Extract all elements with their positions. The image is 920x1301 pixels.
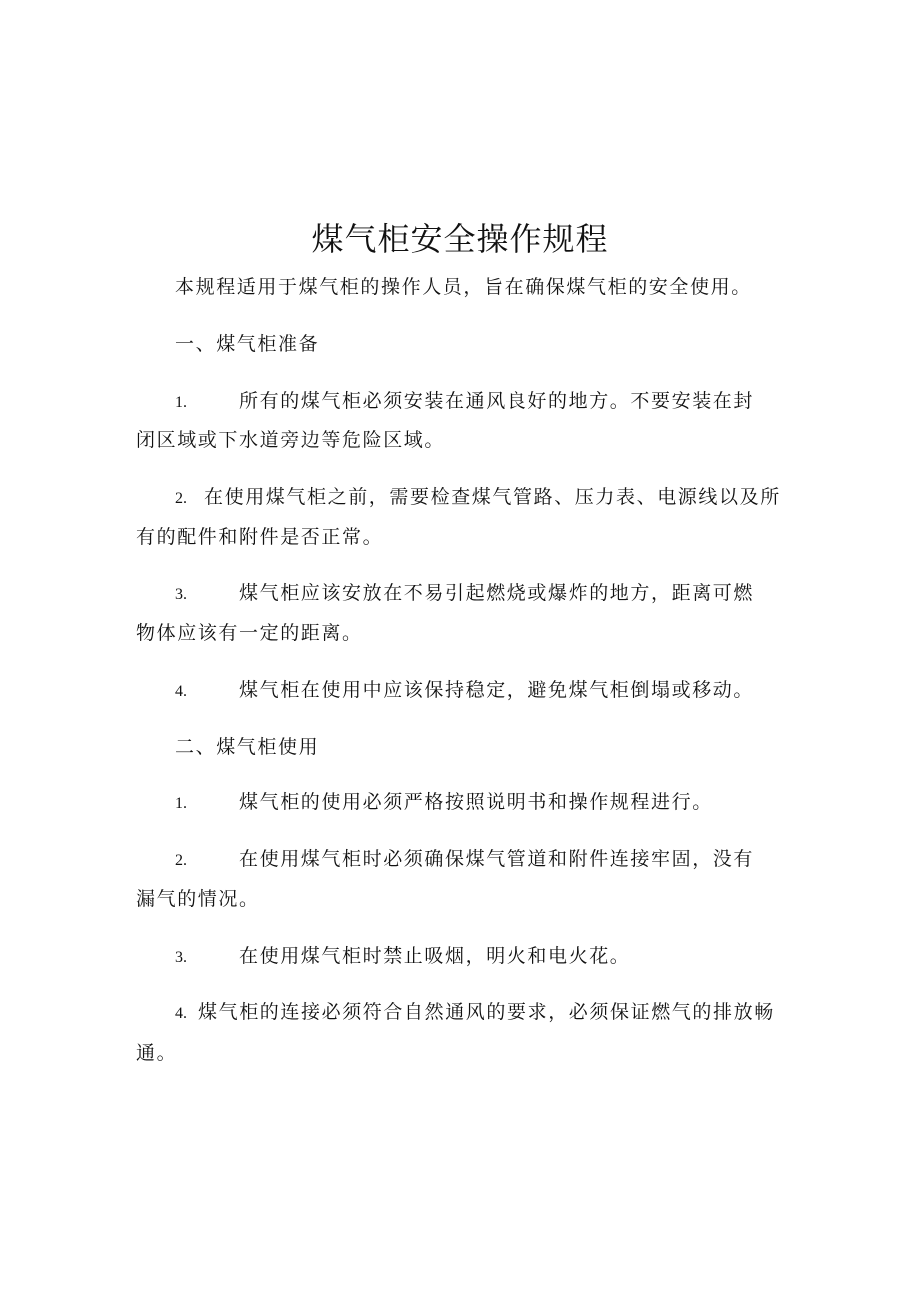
item-number: 3. xyxy=(175,586,187,603)
item-text-line1: 煤气柜的使用必须严格按照说明书和操作规程进行。 xyxy=(239,791,713,813)
item-text-line1: 所有的煤气柜必须安装在通风良好的地方。不要安装在封 xyxy=(239,390,755,412)
item-number: 4. xyxy=(175,683,187,700)
item-text-line1: 煤气柜在使用中应该保持稳定，避免煤气柜倒塌或移动。 xyxy=(239,679,755,701)
intro-text: 本规程适用于煤气柜的操作人员，旨在确保煤气柜的安全使用。 xyxy=(175,276,752,298)
item-number: 1. xyxy=(175,394,187,411)
item-text-line2: 有的配件和附件是否正常。 xyxy=(136,526,384,548)
item-text-line1: 煤气柜应该安放在不易引起燃烧或爆炸的地方，距离可燃 xyxy=(239,582,755,604)
item-number: 3. xyxy=(175,949,187,966)
item-text-line2: 漏气的情况。 xyxy=(136,888,260,910)
item-text-line1: 在使用煤气柜时禁止吸烟，明火和电火花。 xyxy=(239,945,631,967)
item-text-line2: 闭区域或下水道旁边等危险区域。 xyxy=(136,429,446,451)
document-title: 煤气柜安全操作规程 xyxy=(311,220,609,258)
item-text-line1: 煤气柜的连接必须符合自然通风的要求，必须保证燃气的排放畅 xyxy=(198,1001,775,1023)
item-text-line2: 物体应该有一定的距离。 xyxy=(136,622,363,644)
section1-heading: 一、煤气柜准备 xyxy=(175,333,320,355)
item-text-line1: 在使用煤气柜时必须确保煤气管道和附件连接牢固，没有 xyxy=(239,848,755,870)
item-number: 4. xyxy=(175,1005,187,1022)
item-text-line1: 在使用煤气柜之前，需要检查煤气管路、压力表、电源线以及所 xyxy=(204,486,781,508)
section2-heading: 二、煤气柜使用 xyxy=(175,736,320,758)
item-number: 2. xyxy=(175,490,187,507)
item-number: 1. xyxy=(175,795,187,812)
item-text-line2: 通。 xyxy=(136,1042,178,1064)
item-number: 2. xyxy=(175,852,187,869)
